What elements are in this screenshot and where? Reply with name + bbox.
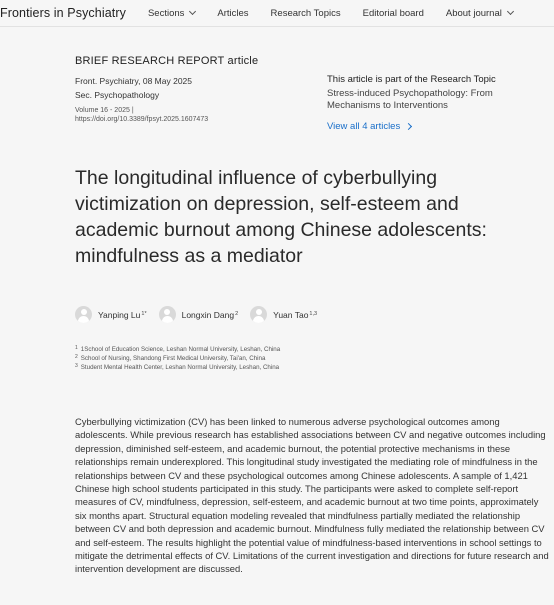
journal-date: Front. Psychiatry, 08 May 2025 [75, 76, 193, 86]
nav-sections-label: Sections [147, 7, 185, 19]
author-list [75, 306, 329, 323]
avatar-icon [159, 306, 176, 323]
author-item[interactable] [159, 306, 239, 323]
top-navigation [0, 0, 554, 27]
affiliation-number: 1 [75, 345, 78, 351]
author-affiliation-marker: 1,3 [309, 310, 318, 317]
affiliation-list [75, 345, 280, 372]
avatar-icon [250, 306, 267, 323]
nav-about-journal-label: About journal [445, 7, 502, 19]
chevron-down-icon [189, 8, 196, 15]
nav-sections[interactable] [148, 8, 195, 19]
nav-research-topics-label: Research Topics [270, 7, 341, 19]
affiliation-item [75, 345, 280, 354]
affiliation-item [75, 363, 280, 372]
author-name: Yuan Tao [273, 309, 309, 320]
affiliation-number: 3 [75, 363, 78, 369]
author-affiliation-marker: 1* [141, 310, 147, 317]
research-topic-title[interactable]: Stress-induced Psychopathology: From Mechanisms to Interventions [327, 88, 493, 111]
nav-editorial-board-label: Editorial board [362, 7, 424, 19]
author-item[interactable] [75, 306, 147, 323]
affiliation-item [75, 354, 280, 363]
affiliation-text: 1School of Education Science, Leshan Normal University, Leshan, China [80, 346, 281, 353]
nav-about-journal[interactable] [446, 8, 513, 19]
volume-info: Volume 16 - 2025 | [75, 107, 134, 114]
author-affiliation-marker: 2 [235, 310, 239, 317]
nav-editorial-board[interactable] [363, 8, 424, 19]
author-item[interactable] [250, 306, 317, 323]
article-meta [75, 76, 305, 124]
section-link[interactable]: Sec. Psychopathology [75, 90, 160, 100]
journal-brand-link[interactable]: Frontiers in Psychiatry [0, 6, 126, 20]
chevron-down-icon [507, 8, 514, 15]
doi-link[interactable]: https://doi.org/10.3389/fpsyt.2025.1607473 [75, 116, 209, 123]
nav-articles[interactable] [217, 8, 248, 19]
nav-articles-label: Articles [217, 7, 249, 19]
affiliation-text: School of Nursing, Shandong First Medical University, Tai'an, China [80, 355, 266, 362]
chevron-right-icon [405, 123, 412, 130]
nav-research-topics[interactable] [271, 8, 341, 19]
research-topic-panel [327, 74, 537, 132]
article-title: The longitudinal influence of cyberbullying victimization on depression, self-esteem and academic burnout among Chinese adolescents: mindfulness as a mediator [75, 167, 487, 267]
research-topic-heading: This article is part of the Research Topic [327, 74, 496, 85]
article-type: BRIEF RESEARCH REPORT article [75, 55, 259, 67]
abstract-text: Cyberbullying victimization (CV) has been linked to numerous adverse psychological outcomes among adolescents. While previous research has established associations between CV and negative outcomes including depression, diminished self-esteem, and academic burnout, the potential protective mechanisms in these relationships remain underexplored. This longitudinal study investigated the mediating role of mindfulness in the relationships between CV and these psychological outcomes among Chinese adolescents. A sample of 1,421 Chinese high school students participated in this study. The participants were asked to complete self-report measures of CV, mindfulness, depression, self-esteem, and academic burnout at two time points, approximately six months apart. Structural equation modeling revealed that mindfulness partially mediated the relationship between CV and both depression and academic burnout. Mindfulness fully mediated the relationship between CV and self-esteem. The results highlight the potential value of mindfulness-based interventions in school settings to mitigate the detrimental effects of CV. Limitations of the current investigation and directions for future research and intervention development are discussed. [75, 416, 549, 575]
avatar-icon [75, 306, 92, 323]
affiliation-text: Student Mental Health Center, Leshan Normal University, Leshan, China [80, 364, 280, 371]
author-name: Longxin Dang [181, 309, 235, 320]
view-all-articles-label: View all 4 articles [327, 121, 401, 132]
affiliation-number: 2 [75, 354, 78, 360]
view-all-articles-link[interactable] [327, 121, 537, 132]
author-name: Yanping Lu [98, 309, 141, 320]
